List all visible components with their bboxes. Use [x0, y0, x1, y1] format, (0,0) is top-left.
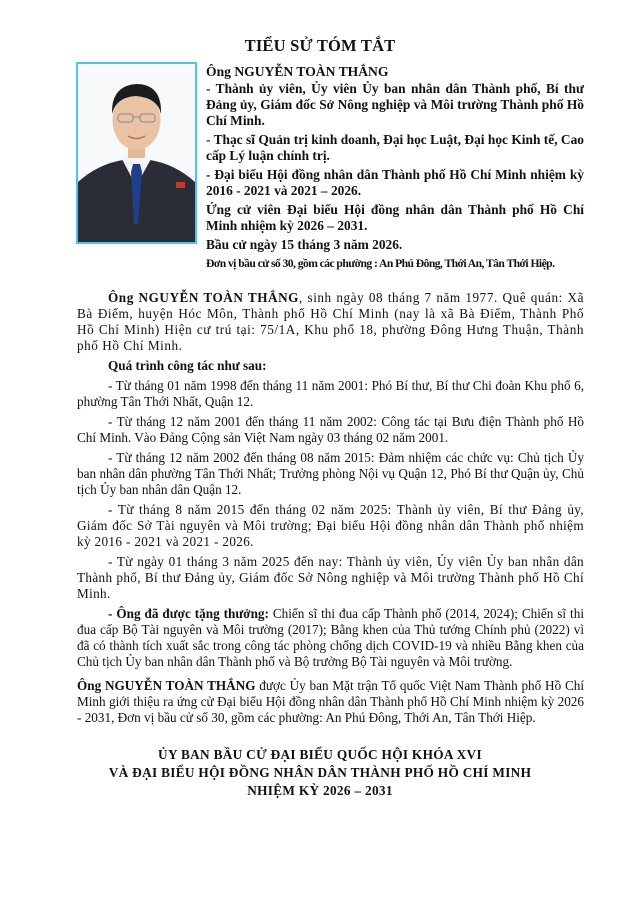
awards-text: Chiến sĩ thi đua cấp Thành phố (2014, 2024); Chiến sĩ thi đua cấp Bộ Tài nguyên và Môi trường (2017); Bằng khen của Thủ tướng Chính phủ (2022) vì đã có thành tích xuất sắc trong công tác phòng chống dịch COVID-19 và nhiều Bằng khen của Chủ tịch Ủy ban nhân dân Thành phố và Bộ trưởng Bộ Tài nguyên và Môi trường.: [77, 606, 584, 669]
candidate-name: Ông NGUYỄN TOÀN THẮNG: [206, 64, 389, 79]
career-item: - Từ tháng 8 năm 2015 đến tháng 02 năm 2025: Thành ủy viên, Bí thư Đảng ủy, Giám đốc Sở Tài nguyên và Môi trường; Đại biểu Hội đồng nhân dân Thành phố nhiệm kỳ 2016 - 2021 và 2021 - 2026.: [77, 502, 584, 549]
summary-line-candidacy: Ứng cử viên Đại biểu Hội đồng nhân dân Thành phố Hồ Chí Minh nhiệm kỳ 2026 – 2031.: [206, 202, 584, 233]
portrait-photo-icon: [78, 64, 195, 242]
career-item: - Từ tháng 01 năm 1998 đến tháng 11 năm 2001: Phó Bí thư, Bí thư Chi đoàn Khu phố 6, phường Tân Thới Nhất, Quận 12.: [77, 378, 584, 409]
career-item: - Từ tháng 12 năm 2001 đến tháng 11 năm 2002: Công tác tại Bưu điện Thành phố Hồ Chí Minh. Vào Đảng Cộng sản Việt Nam ngày 03 tháng 02 năm 2001.: [77, 414, 584, 445]
summary-block: [206, 64, 584, 275]
career-heading: Quá trình công tác như sau:: [108, 358, 267, 373]
summary-line-delegate: - Đại biểu Hội đồng nhân dân Thành phố Hồ Chí Minh nhiệm kỳ 2016 - 2021 và 2021 – 2026.: [206, 167, 584, 198]
intro-text: , sinh ngày 08 tháng 7 năm 1977. Quê quán: Xã Bà Điểm, huyện Hóc Môn, Thành phố Hồ Chí Minh (nay là xã Bà Điểm, Thành Phố Hồ Chí Minh) Hiện cư trú tại: 75/1A, Khu phố 18, phường Đông Hưng Thuận, Thành phố Hồ Chí Minh.: [77, 290, 584, 353]
summary-electoral-unit: Đơn vị bầu cử số 30, gồm các phường : An Phú Đông, Thới An, Tân Thới Hiệp.: [206, 257, 555, 270]
career-item: - Từ tháng 12 năm 2002 đến tháng 08 năm 2015: Đảm nhiệm các chức vụ: Chủ tịch Ủy ban nhân dân phường Tân Thới Nhất; Trưởng phòng Nội vụ Quận 12, Phó Bí thư Quận ủy, Chủ tịch Ủy ban nhân dân Quận 12.: [77, 450, 584, 497]
issuing-committee: [0, 746, 640, 800]
summary-line-positions: - Thành ủy viên, Ủy viên Ủy ban nhân dân Thành phố, Bí thư Đảng ủy, Giám đốc Sở Nông nghiệp và Môi trường Thành phố Hồ Chí Minh.: [206, 81, 584, 128]
biography-intro: [77, 290, 584, 354]
committee-line-1: ỦY BAN BẦU CỬ ĐẠI BIỂU QUỐC HỘI KHÓA XVI: [158, 747, 482, 762]
committee-line-2: VÀ ĐẠI BIỂU HỘI ĐỒNG NHÂN DÂN THÀNH PHỐ HỒ CHÍ MINH: [108, 765, 532, 780]
committee-term: NHIỆM KỲ 2026 – 2031: [247, 783, 393, 798]
awards-paragraph: [77, 606, 584, 670]
nomination-paragraph: [77, 678, 584, 726]
summary-line-election-date: Bầu cử ngày 15 tháng 3 năm 2026.: [206, 237, 403, 252]
career-item: - Từ ngày 01 tháng 3 năm 2025 đến nay: Thành ủy viên, Ủy viên Ủy ban nhân dân Thành phố, Bí thư Đảng ủy, Giám đốc Sở Nông nghiệp và Môi trường Thành phố Hồ Chí Minh.: [77, 554, 584, 601]
nomination-name: Ông NGUYỄN TOÀN THẮNG: [77, 678, 256, 693]
document-title: TIỂU SỬ TÓM TẮT: [244, 36, 396, 55]
summary-line-education: - Thạc sĩ Quản trị kinh doanh, Đại học Luật, Đại học Kinh tế, Cao cấp Lý luận chính trị.: [206, 132, 584, 163]
nomination-text: được Ủy ban Mặt trận Tổ quốc Việt Nam Thành phố Hồ Chí Minh giới thiệu ra ứng cử Đại biểu Hội đồng nhân dân Thành phố Hồ Chí Minh nhiệm kỳ 2026 - 2031, Đơn vị bầu cử số 30, gồm các phường: An Phú Đông, Thới An, Tân Thới Hiệp.: [77, 678, 585, 725]
portrait-photo: [76, 62, 197, 244]
biography-body: [77, 290, 584, 730]
intro-name: Ông NGUYỄN TOÀN THẮNG: [108, 290, 299, 305]
awards-label: - Ông đã được tặng thưởng:: [108, 606, 269, 621]
